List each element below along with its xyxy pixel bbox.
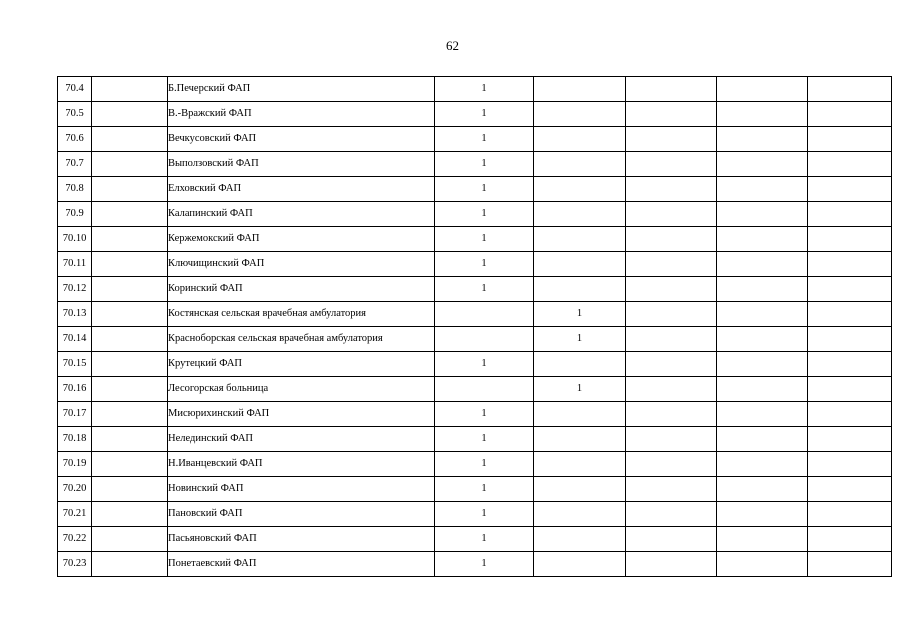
blank-cell xyxy=(92,377,168,402)
blank-cell xyxy=(92,127,168,152)
empty-cell xyxy=(808,502,892,527)
ambulatory-count-cell xyxy=(534,527,626,552)
blank-cell xyxy=(92,177,168,202)
empty-cell xyxy=(717,502,808,527)
ambulatory-count-cell xyxy=(534,152,626,177)
empty-cell xyxy=(626,102,717,127)
fap-count-cell: 1 xyxy=(435,77,534,102)
row-number-cell: 70.7 xyxy=(58,152,92,177)
ambulatory-count-cell xyxy=(534,452,626,477)
table-row xyxy=(58,202,892,227)
table-row xyxy=(58,327,892,352)
empty-cell xyxy=(808,277,892,302)
empty-cell xyxy=(808,152,892,177)
ambulatory-count-cell xyxy=(534,352,626,377)
fap-count-cell: 1 xyxy=(435,527,534,552)
empty-cell xyxy=(626,527,717,552)
empty-cell xyxy=(626,77,717,102)
empty-cell xyxy=(717,552,808,577)
empty-cell xyxy=(717,327,808,352)
blank-cell xyxy=(92,102,168,127)
empty-cell xyxy=(626,552,717,577)
row-number-cell: 70.21 xyxy=(58,502,92,527)
fap-count-cell: 1 xyxy=(435,202,534,227)
fap-count-cell: 1 xyxy=(435,152,534,177)
empty-cell xyxy=(808,127,892,152)
empty-cell xyxy=(717,527,808,552)
fap-count-cell xyxy=(435,377,534,402)
row-number-cell: 70.19 xyxy=(58,452,92,477)
empty-cell xyxy=(717,452,808,477)
table-row xyxy=(58,552,892,577)
row-number-cell: 70.15 xyxy=(58,352,92,377)
table-row xyxy=(58,177,892,202)
empty-cell xyxy=(626,352,717,377)
blank-cell xyxy=(92,452,168,477)
ambulatory-count-cell xyxy=(534,127,626,152)
row-number-cell: 70.13 xyxy=(58,302,92,327)
facility-name-cell: Нелединский ФАП xyxy=(168,427,435,452)
empty-cell xyxy=(717,77,808,102)
ambulatory-count-cell xyxy=(534,102,626,127)
fap-count-cell: 1 xyxy=(435,102,534,127)
row-number-cell: 70.22 xyxy=(58,527,92,552)
ambulatory-count-cell xyxy=(534,477,626,502)
empty-cell xyxy=(808,202,892,227)
ambulatory-count-cell xyxy=(534,77,626,102)
row-number-cell: 70.17 xyxy=(58,402,92,427)
empty-cell xyxy=(626,377,717,402)
table-row xyxy=(58,477,892,502)
ambulatory-count-cell: 1 xyxy=(534,327,626,352)
facility-name-cell: Коринский ФАП xyxy=(168,277,435,302)
row-number-cell: 70.6 xyxy=(58,127,92,152)
empty-cell xyxy=(626,452,717,477)
blank-cell xyxy=(92,77,168,102)
empty-cell xyxy=(626,327,717,352)
empty-cell xyxy=(626,127,717,152)
empty-cell xyxy=(808,477,892,502)
ambulatory-count-cell xyxy=(534,552,626,577)
ambulatory-count-cell xyxy=(534,227,626,252)
blank-cell xyxy=(92,327,168,352)
fap-count-cell: 1 xyxy=(435,502,534,527)
empty-cell xyxy=(626,477,717,502)
row-number-cell: 70.9 xyxy=(58,202,92,227)
empty-cell xyxy=(626,202,717,227)
facility-name-cell: Крутецкий ФАП xyxy=(168,352,435,377)
empty-cell xyxy=(626,427,717,452)
table-row xyxy=(58,102,892,127)
empty-cell xyxy=(626,302,717,327)
empty-cell xyxy=(717,227,808,252)
blank-cell xyxy=(92,227,168,252)
empty-cell xyxy=(717,277,808,302)
fap-count-cell: 1 xyxy=(435,252,534,277)
empty-cell xyxy=(808,77,892,102)
facility-name-cell: Вечкусовский ФАП xyxy=(168,127,435,152)
ambulatory-count-cell xyxy=(534,177,626,202)
empty-cell xyxy=(626,402,717,427)
table-row xyxy=(58,377,892,402)
table-row xyxy=(58,502,892,527)
empty-cell xyxy=(808,427,892,452)
empty-cell xyxy=(717,177,808,202)
empty-cell xyxy=(717,152,808,177)
empty-cell xyxy=(808,377,892,402)
blank-cell xyxy=(92,552,168,577)
row-number-cell: 70.5 xyxy=(58,102,92,127)
facility-name-cell: В.-Вражский ФАП xyxy=(168,102,435,127)
row-number-cell: 70.8 xyxy=(58,177,92,202)
facility-name-cell: Б.Печерский ФАП xyxy=(168,77,435,102)
blank-cell xyxy=(92,302,168,327)
table-row xyxy=(58,77,892,102)
fap-count-cell: 1 xyxy=(435,552,534,577)
table-row xyxy=(58,352,892,377)
blank-cell xyxy=(92,527,168,552)
row-number-cell: 70.12 xyxy=(58,277,92,302)
empty-cell xyxy=(717,102,808,127)
facility-name-cell: Калапинский ФАП xyxy=(168,202,435,227)
table-row xyxy=(58,527,892,552)
empty-cell xyxy=(808,452,892,477)
empty-cell xyxy=(626,177,717,202)
facility-name-cell: Лесогорская больница xyxy=(168,377,435,402)
blank-cell xyxy=(92,152,168,177)
blank-cell xyxy=(92,352,168,377)
facility-name-cell: Понетаевский ФАП xyxy=(168,552,435,577)
blank-cell xyxy=(92,402,168,427)
empty-cell xyxy=(717,127,808,152)
facility-name-cell: Новинский ФАП xyxy=(168,477,435,502)
empty-cell xyxy=(808,402,892,427)
table-row xyxy=(58,302,892,327)
empty-cell xyxy=(717,302,808,327)
empty-cell xyxy=(717,252,808,277)
table-row xyxy=(58,402,892,427)
ambulatory-count-cell xyxy=(534,252,626,277)
page-number: 62 xyxy=(446,38,459,53)
fap-count-cell xyxy=(435,302,534,327)
facilities-table xyxy=(57,76,892,577)
row-number-cell: 70.20 xyxy=(58,477,92,502)
blank-cell xyxy=(92,277,168,302)
facility-name-cell: Кержемокский ФАП xyxy=(168,227,435,252)
fap-count-cell: 1 xyxy=(435,402,534,427)
fap-count-cell: 1 xyxy=(435,227,534,252)
empty-cell xyxy=(717,202,808,227)
fap-count-cell: 1 xyxy=(435,477,534,502)
row-number-cell: 70.10 xyxy=(58,227,92,252)
ambulatory-count-cell: 1 xyxy=(534,302,626,327)
row-number-cell: 70.18 xyxy=(58,427,92,452)
empty-cell xyxy=(717,477,808,502)
empty-cell xyxy=(626,252,717,277)
fap-count-cell: 1 xyxy=(435,177,534,202)
facility-name-cell: Пановский ФАП xyxy=(168,502,435,527)
facility-name-cell: Елховский ФАП xyxy=(168,177,435,202)
empty-cell xyxy=(626,227,717,252)
empty-cell xyxy=(626,277,717,302)
blank-cell xyxy=(92,427,168,452)
table-row xyxy=(58,227,892,252)
facility-name-cell: Мисюрихинский ФАП xyxy=(168,402,435,427)
blank-cell xyxy=(92,477,168,502)
blank-cell xyxy=(92,252,168,277)
table-row xyxy=(58,152,892,177)
table-row xyxy=(58,252,892,277)
fap-count-cell: 1 xyxy=(435,427,534,452)
blank-cell xyxy=(92,202,168,227)
row-number-cell: 70.11 xyxy=(58,252,92,277)
empty-cell xyxy=(808,177,892,202)
facility-name-cell: Н.Иванцевский ФАП xyxy=(168,452,435,477)
facility-name-cell: Красноборская сельская врачебная амбулатория xyxy=(168,327,435,352)
fap-count-cell: 1 xyxy=(435,277,534,302)
row-number-cell: 70.4 xyxy=(58,77,92,102)
facility-name-cell: Ключищинский ФАП xyxy=(168,252,435,277)
fap-count-cell xyxy=(435,327,534,352)
fap-count-cell: 1 xyxy=(435,452,534,477)
facility-name-cell: Пасьяновский ФАП xyxy=(168,527,435,552)
empty-cell xyxy=(717,427,808,452)
table-row xyxy=(58,452,892,477)
empty-cell xyxy=(808,252,892,277)
fap-count-cell: 1 xyxy=(435,352,534,377)
row-number-cell: 70.14 xyxy=(58,327,92,352)
empty-cell xyxy=(808,527,892,552)
table-body xyxy=(58,77,892,577)
empty-cell xyxy=(808,227,892,252)
facility-name-cell: Выползовский ФАП xyxy=(168,152,435,177)
fap-count-cell: 1 xyxy=(435,127,534,152)
empty-cell xyxy=(808,552,892,577)
empty-cell xyxy=(808,327,892,352)
empty-cell xyxy=(808,102,892,127)
ambulatory-count-cell xyxy=(534,427,626,452)
table-row xyxy=(58,427,892,452)
table-row xyxy=(58,127,892,152)
ambulatory-count-cell xyxy=(534,502,626,527)
row-number-cell: 70.23 xyxy=(58,552,92,577)
ambulatory-count-cell xyxy=(534,402,626,427)
empty-cell xyxy=(717,402,808,427)
empty-cell xyxy=(626,152,717,177)
empty-cell xyxy=(808,302,892,327)
table-row xyxy=(58,277,892,302)
facility-name-cell: Костянская сельская врачебная амбулатория xyxy=(168,302,435,327)
ambulatory-count-cell xyxy=(534,202,626,227)
empty-cell xyxy=(808,352,892,377)
blank-cell xyxy=(92,502,168,527)
empty-cell xyxy=(626,502,717,527)
ambulatory-count-cell xyxy=(534,277,626,302)
ambulatory-count-cell: 1 xyxy=(534,377,626,402)
row-number-cell: 70.16 xyxy=(58,377,92,402)
empty-cell xyxy=(717,377,808,402)
empty-cell xyxy=(717,352,808,377)
